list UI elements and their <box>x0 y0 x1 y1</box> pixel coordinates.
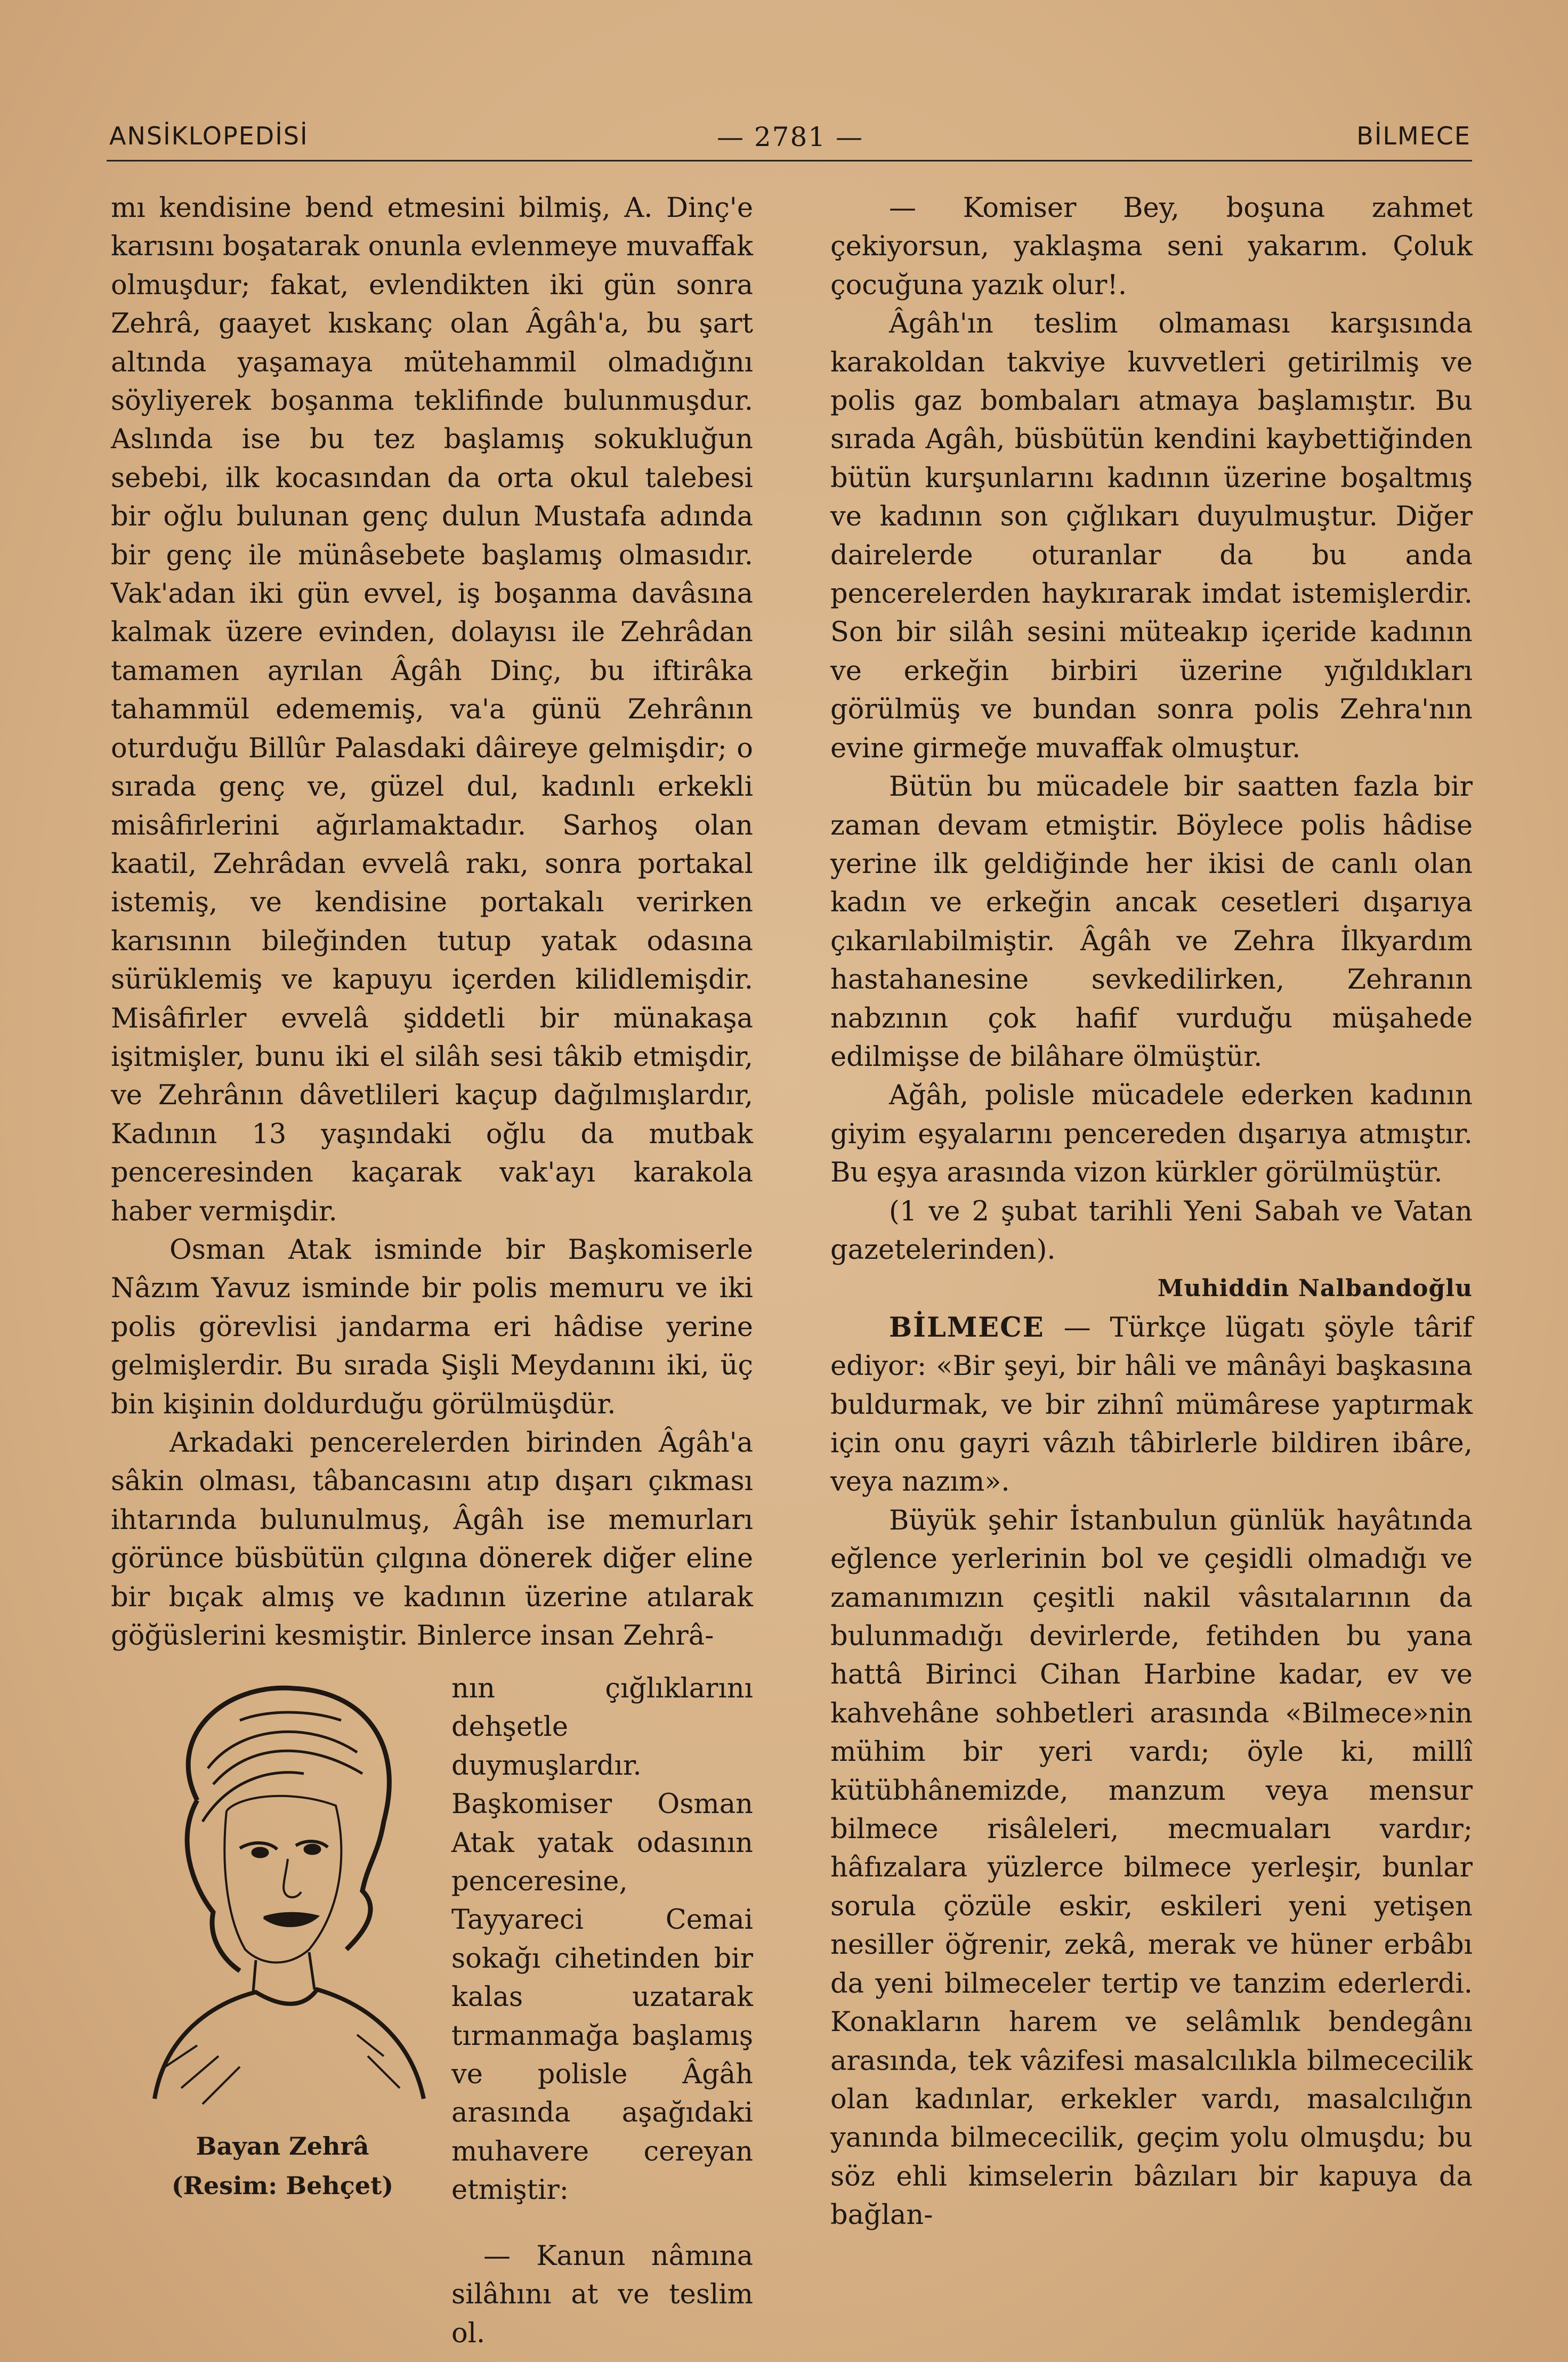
right-paragraph: — Komiser Bey, boşuna zahmet çekiyorsun, yaklaşma seni yakarım. Çoluk çocuğuna yazık olur!. <box>830 192 1473 301</box>
page-header <box>109 116 1471 159</box>
right-column <box>830 189 1473 2235</box>
right-paragraph: Âgâh'ın teslim olmaması karşısında karakoldan takviye kuvvetleri getirilmiş ve polis gaz bombaları atmaya başlamıştır. Bu sırada Agâh, büsbütün kendini kaybettiğinden bütün kurşunlarını kadının üzerine boşaltmış ve kadının son çığlıkarı duyulmuştur. Diğer dairelerde oturanlar da bu anda pencerelerden haykırarak imdat istemişlerdir. Son bir silâh sesini müteakıp içeride kadının ve erkeğin birbiri üzerine yığıldıkları görülmüş ve bundan sonra polis Zehra'nın evine girmeğe muvaffak olmuştur. <box>830 308 1473 764</box>
caption-name: Bayan Zehrâ <box>196 2132 369 2161</box>
header-right: BİLMECE <box>1356 122 1471 150</box>
caption-credit: (Resim: Behçet) <box>171 2171 394 2200</box>
bilmece-entry <box>830 1308 1473 1502</box>
entry-definition: — Türkçe lügatı şöyle târif ediyor: «Bir şeyi, bir hâli ve mânâyi başkasına buldurmak, ve bir zihnî mümârese yaptırmak için onu gayri vâzıh tâbirlerle bildiren ibâre, veya nazım». <box>830 1312 1473 1498</box>
left-column-wrap <box>451 1643 753 2353</box>
wrap-paragraph: nın çığlıklarını dehşetle duymuşlardır. Başkomiser Osman Atak yatak odasının penceresine, Tayyareci Cemai sokağı cihetinden bir kalas uzatarak tırmanmağa başlamış ve polisle Âgâh arasında aşağıdaki muhavere cereyan etmiştir: <box>451 1673 753 2206</box>
portrait-illustration <box>133 1662 432 2120</box>
left-paragraph: Osman Atak isminde bir Başkomiserle Nâzım Yavuz isminde bir polis memuru ve iki polis görevlisi jandarma eri hâdise yerine gelmişlerdir. Bu sırada Şişli Meydanını iki, üç bin kişinin doldurduğu görülmüşdür. <box>111 1234 753 1420</box>
right-paragraph: Bütün bu mücadele bir saatten fazla bir zaman devam etmiştir. Böylece polis hâdise yerine ilk geldiğinde her ikisi de canlı olan kadın ve erkeğin ancak cesetleri dışarıya çıkarılabilmiştir. Âgâh ve Zehra İlkyardım hastahanesine sevkedilirken, Zehranın nabzının çok hafif vurduğu müşahede edilmişse de bilâhare ölmüştür. <box>830 771 1473 1073</box>
wrap-speech: — Kanun nâmına silâhını at ve teslim ol. <box>451 2240 753 2349</box>
right-paragraph: (1 ve 2 şubat tarihli Yeni Sabah ve Vatan gazetelerinden). <box>830 1195 1473 1266</box>
entry-lemma: BİLMECE <box>889 1311 1045 1344</box>
right-paragraph: Ağâh, polisle mücadele ederken kadının giyim eşyalarını pencereden dışarıya atmıştır. Bu eşya arasında vizon kürkler görülmüştür. <box>830 1080 1473 1189</box>
header-rule <box>107 160 1472 161</box>
left-paragraph: mı kendisine bend etmesini bilmiş, A. Dinç'e karısını boşatarak onunla evlenmeye muvaffak olmuşdur; fakat, evlendikten iki gün sonra Zehrâ, gaayet kıskanç olan Âgâh'a, bu şart altında yaşamaya mütehammil olmadığını söyliyerek boşanma teklifinde bulunmuşdur. Aslında ise bu tez başlamış sokukluğun sebebi, ilk kocasından da orta okul talebesi bir oğlu bulunan genç dulun Mustafa adında bir genç ile münâsebete başlamış olmasıdır. Vak'adan iki gün evvel, iş boşanma davâsına kalmak üzere evinden, dolayısı ile Zehrâdan tamamen ayrılan Âgâh Dinç, bu iftirâka tahammül edememiş, va'a günü Zehrânın oturduğu Billûr Palasdaki dâireye gelmişdir; o sırada genç ve, güzel dul, kadınlı erkekli misâfirlerini ağırlamaktadır. Sarhoş olan kaatil, Zehrâdan evvelâ rakı, sonra portakal istemiş, ve kendisine portakalı verirken karısının bileğinden tutup yatak odasına sürüklemiş ve kapuyu içerden kilidlemişdir. Misâfirler evvelâ şiddetli bir münakaşa işitmişler, bunu iki el silâh sesi tâkib etmişdir, ve Zehrânın dâvetlileri kaçup dağılmışlardır, Kadının 13 yaşındaki oğlu da mutbak penceresinden kaçarak vak'ayı karakola haber vermişdir. <box>111 192 753 1227</box>
left-column <box>111 189 753 1655</box>
header-left: ANSİKLOPEDİSİ <box>109 122 309 150</box>
portrait-caption <box>131 2126 434 2205</box>
left-paragraph: Arkadaki pencerelerden birinden Âgâh'a sâkin olması, tâbancasını atıp dışarı çıkması ihtarında bulunulmuş, Âgâh ise memurları görünce büsbütün çılgına dönerek diğer eline bir bıçak almış ve kadının üzerine atılarak göğüslerini kesmiştir. Binlerce insan Zehrâ- <box>111 1427 753 1652</box>
author-signature: Muhiddin Nalbandoğlu <box>1157 1275 1473 1303</box>
page-number: — 2781 — <box>716 122 864 152</box>
right-paragraph: Büyük şehir İstanbulun günlük hayâtında eğlence yerlerinin bol ve çeşidli olmadığı ve zamanımızın çeşitli nakil vâsıtalarının da bulunmadığı devirlerde, fetihden bu yana hattâ Birinci Cihan Harbine kadar, ev ve kahvehâne sohbetleri arasında «Bilmece»nin mühim bir yeri vardı; öyle ki, millî kütübhânemizde, manzum veya mensur bilmece risâleleri, mecmuaları vardır; hâfızalara yüzlerce bilmece yerleşir, bunlar sorula çözüle eskir, eskileri yeni yetişen nesiller öğrenir, zekâ, merak ve hüner erbâbı da yeni bilmeceler tertip ve tanzim ederlerdi. Konakların harem ve selâmlık bendegânı arasında, tek vâzifesi masalcılıkla bilmececilik olan kadınlar, erkekler vardı, masalcılığın yanında bilmececilik, geçim yolu olmuşdu; bu söz ehli kimselerin bâzıları bir kapuya da bağlan- <box>830 1504 1473 2231</box>
